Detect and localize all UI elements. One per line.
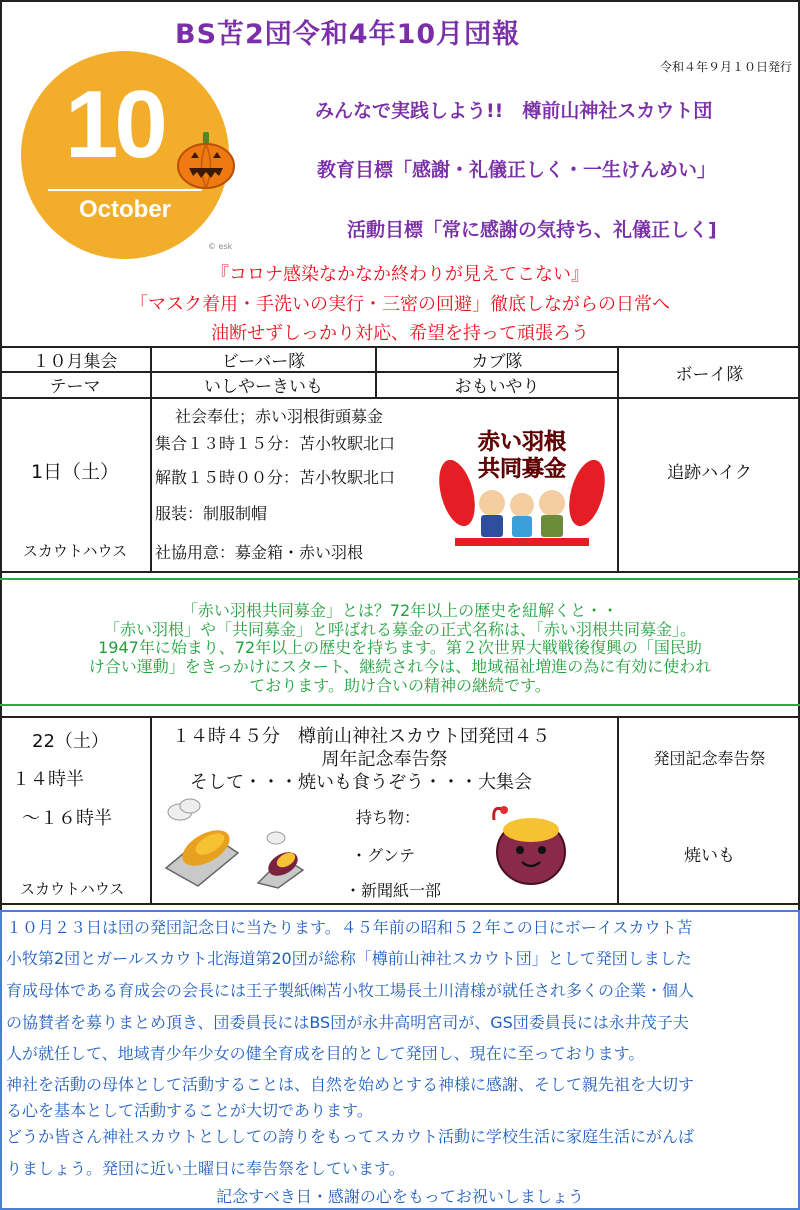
cub-label: カブ隊 (471, 352, 523, 372)
baked-sweet-potato-illustration (158, 798, 318, 890)
row1-boy-activity: 追跡ハイク (667, 462, 752, 483)
notice-line-3: 油断せずしっかり対応、希望を持って頑張ろう (211, 323, 589, 344)
row2-boy-activity-1: 発団記念奉告祭 (653, 748, 766, 768)
item-newspaper: ・新聞紙一部 (345, 881, 442, 900)
cub-theme: おもいやり (454, 377, 540, 397)
footer-line-1: １０月２３日は団の発団記念日に当たります。４５年前の昭和５２年この日にボーイスカウト苫 (6, 918, 693, 937)
motto-line-2: 教育目標「感謝・礼儀正しく・一生けんめい」 (317, 159, 717, 181)
footer-line-8: どうか皆さん神社スカウトとししての誇りをもってスカウト活動に学校生活に家庭生活にがんば (6, 1127, 695, 1146)
sweet-potato-character-illustration (486, 800, 576, 892)
item-gloves: ・グンテ (351, 846, 416, 865)
footer-line-3: 育成母体である育成会の会長には王子製紙㈱苫小牧工場長土川清様が就任され多くの企業・個人 (6, 981, 695, 1000)
row2-top (0, 716, 800, 718)
info-line-2: 「赤い羽根」や「共同募金」と呼ばれる募金の正式名称は、「赤い羽根共同募金」。 (103, 620, 696, 639)
beaver-label: ビーバー隊 (221, 352, 306, 372)
row1-line-5: 社協用意：募金箱・赤い羽根 (155, 543, 364, 562)
header-meeting: １０月集会 (32, 352, 118, 372)
row1-place: スカウトハウス (22, 541, 128, 560)
notice-line-2: 「マスク着用・手洗いの実行・三密の回避」徹底しながらの日常へ (130, 294, 670, 315)
info-line-4: け合い運動」をきっかけにスタート、継続され今は、地域福祉増進の為に有効に使われ (88, 657, 712, 676)
info-line-5: ております。助け合いの精神の継続です。 (249, 676, 551, 695)
row1-line-1: 社会奉仕；赤い羽根街頭募金 (175, 407, 384, 426)
footer-line-6: 神社を活動の母体として活動することは、自然を始めとする神様に感謝、そして親先祖を大切す (6, 1075, 695, 1094)
badge-credit: © esk (208, 242, 233, 251)
notice-line-1: 『コロナ感染なかなか終わりが見えてこない』 (211, 264, 589, 285)
info-line-3: 1947年に始まり、72年以上の歴史を持ちます。第２次世界大戦戦後復興の「国民助 (98, 638, 702, 657)
badge-number: 10 (65, 71, 164, 178)
motto-line-1: みんなで実践しよう!! 樽前山神社スカウト団 (315, 100, 713, 122)
footer-line-7: る心を基本として活動することが大切であります。 (6, 1101, 373, 1120)
poster-line-1: 赤い羽根 (477, 430, 566, 455)
row2-boy-activity-2: 焼いも (684, 845, 735, 866)
row2-place: スカウトハウス (20, 880, 125, 898)
boy-label: ボーイ隊 (675, 364, 744, 385)
pumpkin-icon (175, 130, 237, 190)
issue-date: 令和４年９月１０日発行 (659, 60, 792, 74)
footer-line-5: 人が就任して、地域青少年少女の健全育成を目的として発団し、現在に至っております。 (6, 1044, 645, 1063)
row2-time-end: ～１６時半 (22, 808, 112, 829)
items-label: 持ち物： (356, 808, 421, 827)
footer-line-9: りましょう。発団に近い土曜日に奉告祭をしています。 (6, 1159, 405, 1178)
table-header-bottom (0, 397, 800, 399)
poster-line-2: 共同募金 (477, 457, 566, 482)
footer-closing: 記念すべき日・感謝の心をもってお祝いしましょう (216, 1187, 584, 1206)
page-title: BS苫2団令和4年10月団報 (175, 19, 521, 50)
row1-line-2: 集合１３時１５分：苫小牧駅北口 (155, 434, 396, 453)
row1-bottom (0, 571, 800, 573)
beaver-theme: いしやーきいも (204, 377, 323, 397)
row2-title-3: そして・・・焼いも食うぞう・・・大集会 (190, 772, 532, 793)
row2-time-start: １４時半 (12, 769, 84, 790)
row1-line-4: 服装：制服制帽 (155, 504, 268, 523)
row2-date: 22（土） (32, 731, 109, 752)
row1-date: 1日（土） (30, 460, 120, 483)
row2-title-2: 周年記念奉告祭 (321, 749, 448, 770)
badge-month: October (78, 196, 171, 223)
red-feather-poster (437, 423, 607, 548)
info-line-1: 「赤い羽根共同募金」とは？72年以上の歴史を紐解くと・・ (181, 601, 619, 620)
row2-bottom (0, 903, 800, 905)
october-badge (20, 50, 233, 260)
footer-line-2: 小牧第2団とガールスカウト北海道第20団が総称「樽前山神社スカウト団」として発団しました (6, 949, 692, 968)
footer-line-4: の協賛者を募りまとめ頂き、団委員長にはBS団が永井高明宮司が、GS団委員長には永井茂子夫 (6, 1013, 689, 1032)
row1-line-3: 解散１５時００分：苫小牧駅北口 (155, 468, 396, 487)
header-theme: テーマ (49, 377, 101, 397)
motto-line-3: 活動目標「常に感謝の気持ち、礼儀正しく] (347, 219, 717, 241)
row2-title-1: １４時４５分 樽前山神社スカウト団発団４５ (172, 726, 550, 747)
